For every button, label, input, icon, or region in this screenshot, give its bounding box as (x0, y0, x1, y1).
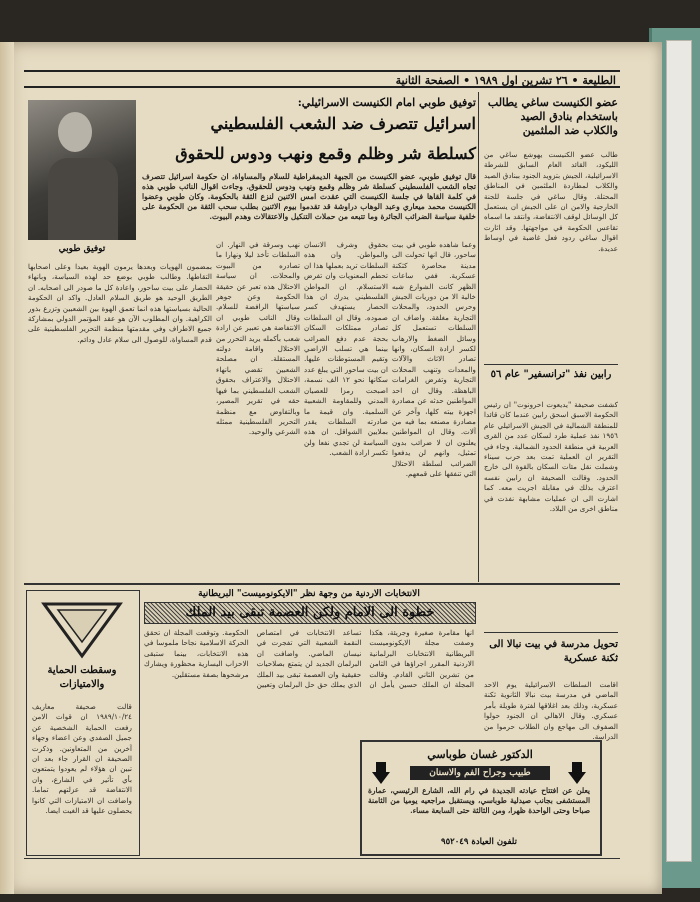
page-fold-edge (0, 42, 14, 894)
lead-subheadline: كسلطة شر وظلم وقمع ونهب ودوس للحقوق (175, 144, 476, 163)
lead-column-4: بمضمون الهويات وبعدها يرمون الهوية بعيدا وعلى اصحابها التقاطها. وطالب طوبي بوضع حد لهذه السياسة، وبانهاء الحصار على بيت ساحور، واعادة كل ما صودر الى اصحابه. ان الطريق الوحيد هو طريق السلام العادل. واكد ان الحكومة الحالية بسياستها هذه انما تعمق الهوة بين الشعبين وتزرع بذور الكراهية. وان المطلوب الآن هو عقد المؤتمر الدولي بمشاركة جميع الاطراف وفي مقدمتها منظمة التحرير الفلسطينية على قدم المساواة، للوصول الى سلام عادل ودائم. (28, 262, 212, 344)
column-divider (478, 92, 479, 582)
chevron-emblem-icon (40, 600, 124, 660)
right-divider-2 (484, 632, 618, 633)
right-article-body: طالب عضو الكنيست يهوشع ساغي من الليكود، القائد العام السابق للشرطة الاسرائيلية، الجيش بتزويد الجنود ببنادق الصيد والكلاب لمطاردة الملثمين في المناطق المحتلة. وقال ساغي في جلسة للجنة الخارجية والامن ان على الجيش ان يستعمل كل الوسائل لوقف الانتفاضة، وانتقد ما اسماه تقاعس الحكومة في مواجهتها. وقد اثارت اقوال ساغي ردود فعل غاضبة في اوساط عديدة. (484, 150, 618, 253)
lead-headline: اسرائيل تتصرف ضد الشعب الفلسطيني (210, 114, 476, 133)
photo-face (58, 112, 92, 152)
page-header: الطليعة • ٢٦ تشرين اول ١٩٨٩ • الصفحة الثانية (24, 70, 620, 88)
right-headline: عضو الكنيست ساغي يطالب باستخدام بنادق الصيد والكلاب ضد الملثمين (487, 96, 618, 137)
tubi-photo (28, 100, 136, 240)
lead-intro: قال توفيق طوبي، عضو الكنيست من الجبهة الديمقراطية للسلام والمساواة، ان حكومة اسرائيل تتصرف تجاه الشعب الفلسطيني كسلطة شر وظلم وقمع ونهب ودوس للحقوق. وجاءت اقوال النائب طوبي هذه في كلمة القاها في جلسة الكنيست التي عقدت امس الاثنين لنزع الثقة بالحكومة. وكان طوبي وعضوا الكنيست محمد ميعاري وعبد الوهاب دراوشة قد تقدموا بيوم الاثنين بطلب سحب الثقة من الحكومة على خلفية سياسة الضرائب الجائرة وما تتبعه من حملات التنكيل والاعتقالات وهدم البيوت. (142, 172, 476, 221)
binder-spine (666, 40, 692, 862)
lead-column-2: بحقوق وشرف الانسان والمواطن. وان هذه السلطات تريد بعملها هذا ان تحطم المعنويات وان تفرض الاستسلام. ان المواطن الفلسطيني يدرك ان هذا الحصار يستهدف كسر صموده. وقال ان السلطات تصادر ممتلكات السكان بحجة عدم دفع الضرائب بينما هي تسلب الاراضي وتقيم المستوطنات عليها. ان بيت ساحور التي يبلغ عدد سكانها نحو ١٢ الف نسمة، اصبحت رمزا للعصيان المدني وللمقاومة الشعبية السلمية. وان قيمة ما صادرته السلطات يقدر بملايين الشواقل. ان هذه السياسة لن تجدي نفعا ولن تكسر ارادة الشعب. (304, 240, 388, 458)
photo-caption: توفيق طوبي (58, 244, 106, 254)
arrow-down-left-icon (372, 762, 390, 784)
lead-kicker: توفيق طوبي امام الكنيست الاسرائيلي: (297, 96, 476, 109)
school-article-body: اقامت السلطات الاسرائيلية يوم الاحد الماضي في مدرسة بيت نبالا الثانوية ثكنة عسكرية، وذلك بعد اغلاقها لفترة طويلة بأمر عسكري. وقال الاهالي ان الجنود حولوا الصفوف الى مهاجع وان الطلاب حرموا من الدراسة. (484, 680, 618, 742)
bottom-rule (24, 858, 620, 859)
rabin-article-body: كشفت صحيفة "يديعوت احرونوت" ان رئيس الحكومة الاسبق اسحق رابين عندما كان قائدا للمنطقة الشمالية في الجيش الاسرائيلي عام ١٩٥٦ نفذ عملية طرد لسكان عدد من القرى العربية في منطقة الحدود الشمالية. وجاء في التقرير ان العملية تمت بعد حرب سيناء وشملت نقل مئات السكان بالقوة الى خارج الحدود. وقالت الصحيفة ان رابين نفسه اعترف بذلك في مقابلة اجريت معه. كما اشارت الى ان عمليات مشابهة نفذت في مناطق اخرى من البلاد. (484, 400, 618, 514)
doctor-specialty: طبيب وجراح الفم والاسنان (410, 766, 550, 780)
arrow-down-right-icon (568, 762, 586, 784)
jordan-kicker: الانتخابات الاردنية من وجهة نظر "الايكونوميست" البريطانية (198, 589, 420, 599)
lead-column-3: نهب وسرقة في النهار. ان السلطات تأخذ ليلا ونهارا ما تصادره من البيوت والمحلات. ان سياسة الاحتلال هذه تعبر عن حقيقة الحكومة وعن جوهر سياستها الرافضة للسلام. وقال النائب طوبي ان الانتفاضة هي تعبير عن ارادة شعب بأكمله يريد التحرر من الاحتلال واقامة دولته المستقلة. ان مصلحة الشعبين تقضي بانهاء الاحتلال والاعتراف بحقوق الشعب الفلسطيني بما فيها حقه في تقرير المصير، وبالتفاوض مع منظمة التحرير الفلسطينية ممثله الشرعي والوحيد. (216, 240, 300, 437)
lead-column-1: وعما شاهده طوبي في بيت ساحور، قال انها تحولت الى مدينة محاصرة كثكنة عسكرية. ففي ساعات الظهر كانت الشوارع شبه خالية الا من دوريات الجيش وحرس الحدود، والمحلات التجارية مغلقة. واضاف ان السلطات تستعمل كل وسائل الضغط والارهاب لكسر ارادة السكان، وانها تصادر الاثاث والآلات والمعدات وتنهب المحلات التجارية وتفرض الغرامات الباهظة. وقال ان احد المواطنين حدثه عن مصادرة اجهزة بيته كلها، وآخر عن مصادرة مصنعه بما فيه من آلات. وقال ان المواطنين يعلنون ان لا ضرائب بدون تمثيل، وانهم لن يدفعوا الضرائب لسلطة الاحتلال التي تنفقها على قمعهم. (392, 240, 476, 478)
doctor-name: الدكتور غسان طوباسي (427, 748, 533, 761)
rabin-headline: رابين نفذ "ترانسفير" عام ٥٦ (490, 369, 612, 380)
doctor-phone: تلفون العيادة ٩٥٢٠٤٩ (441, 837, 517, 847)
jordan-headline: خطوة الى الامام ولكن العصمة تبقى بيد الملك (144, 602, 476, 624)
jordan-body: انها مقامرة صغيرة وجريئة، هكذا وصفت مجلة الايكونوميست البريطانية الانتخابات البرلمانية الاردنية المقرر اجراؤها في الثامن من تشرين الثاني القادم. وقالت المجلة ان الملك حسين يأمل ان تساعد الانتخابات في امتصاص النقمة الشعبية التي تفجرت في نيسان الماضي. واضافت ان البرلمان الجديد لن يتمتع بصلاحيات حقيقية وان العصمة تبقى بيد الملك الذي يملك حق حل البرلمان وتعيين الحكومة. وتوقعت المجلة ان تحقق الحركة الاسلامية نجاحا ملموسا في هذه الانتخابات، بينما ستبقى الاحزاب اليسارية محظورة ويشارك مرشحوها بصفة مستقلين. (144, 628, 474, 690)
right-divider (484, 364, 618, 365)
doctor-address: يعلن عن افتتاح عيادته الجديدة في رام الله، الشارع الرئيسي، عمارة المستشفى بجانب صيدلية طوباسي، ويستقبل مراجعيه يوميا من الثامنة صباحا وحتى الواحدة ظهرا، ومن الثالثة حتى السابعة مساء. (368, 786, 590, 815)
protection-title: وسقطت الحماية والامتيازات (47, 665, 117, 690)
protection-body: قالت صحيفة معاريف ١٩٨٩/١٠/٢٤ ان قوات الامن رفعت الحماية الشخصية عن جميل الصفدي وعن اعضاء وجهاء آخرين من المتعاونين. وذكرت الصحيفة ان القرار جاء بعد ان تبين ان هؤلاء لم يعودوا يتمتعون بأي تأثير في الشارع، وان الانتفاضة قد عزلتهم تماما. واضافت ان الامتيازات التي كانوا يحصلون عليها قد الغيت ايضا. (32, 702, 132, 816)
school-headline: تحويل مدرسة في بيت نبالا الى ثكنة عسكرية (489, 639, 618, 664)
photo-figure (48, 158, 118, 240)
